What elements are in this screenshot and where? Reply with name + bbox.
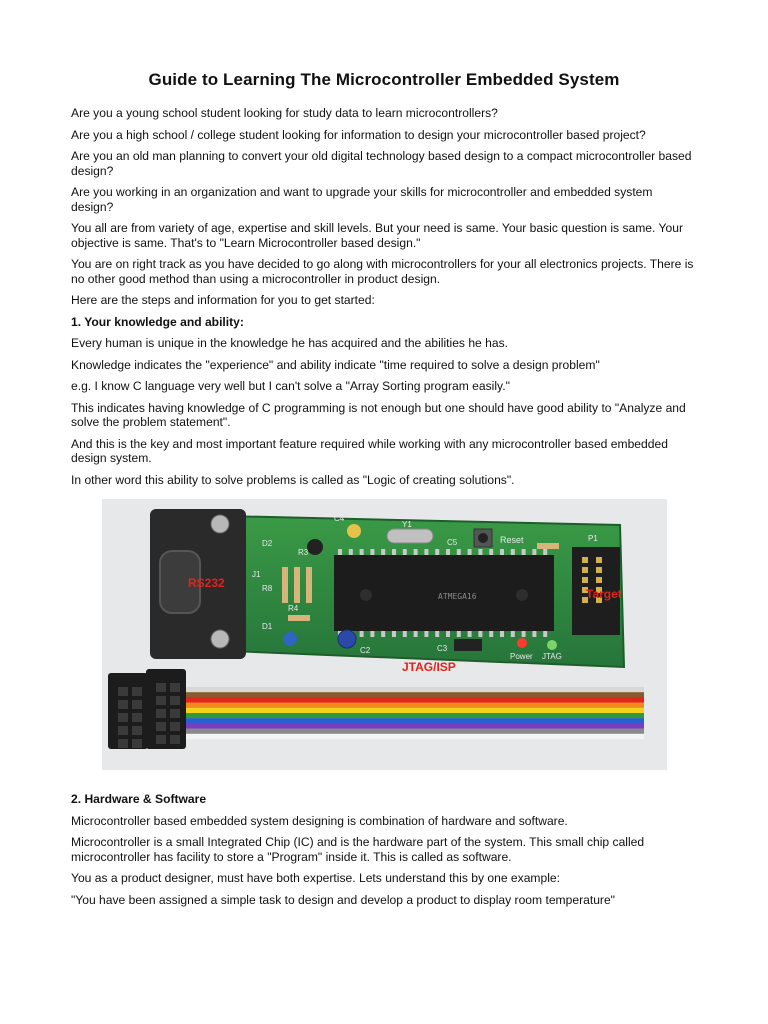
svg-text:C3: C3	[437, 644, 448, 653]
paragraph: Are you an old man planning to convert your old digital technology based design to a compact microcontroller based design?	[71, 149, 692, 178]
target-label: Target	[586, 587, 622, 601]
svg-text:P1: P1	[588, 534, 598, 543]
section-heading: 2. Hardware & Software	[71, 792, 207, 806]
paragraph: In other word this ability to solve problems is called as "Logic of creating solutions".	[71, 472, 515, 487]
svg-text:J1: J1	[252, 570, 261, 579]
microcontroller-board-photo	[102, 499, 667, 770]
svg-text:C2: C2	[360, 646, 371, 655]
paragraph: Knowledge indicates the "experience" and ability indicate "time required to solve a design problem"	[71, 357, 600, 372]
power-led	[517, 638, 527, 648]
svg-text:Power: Power	[510, 652, 533, 661]
svg-text:JTAG: JTAG	[542, 652, 562, 661]
ribbon-connector-left	[108, 673, 148, 749]
svg-text:D2: D2	[262, 539, 273, 548]
paragraph: e.g. I know C language very well but I can't solve a "Array Sorting program easily."	[71, 379, 510, 393]
capacitor-c4	[347, 524, 361, 538]
paragraph: Microcontroller is a small Integrated Chip (IC) and is the hardware part of the system. This small chip called microcontroller has facility to store a "Program" inside it. This is called as software.	[71, 835, 645, 864]
svg-text:R8: R8	[262, 584, 273, 593]
paragraph: "You have been assigned a simple task to design and develop a product to display room temperature"	[71, 892, 615, 907]
paragraph: This indicates having knowledge of C programming is not enough but one should have good ability to "Analyze and solve the problem statement".	[71, 400, 686, 429]
crystal-y1	[387, 529, 433, 543]
paragraph: Here are the steps and information for you to get started:	[71, 293, 375, 307]
jtag-isp-label: JTAG/ISP	[402, 660, 456, 674]
document-title: Guide to Learning The Microcontroller Embedded System	[148, 70, 620, 89]
svg-text:Y1: Y1	[402, 520, 412, 529]
rs232-label: RS232	[188, 576, 225, 590]
jtag-led	[547, 640, 557, 650]
svg-text:D1: D1	[262, 622, 273, 631]
svg-text:C5: C5	[447, 538, 458, 547]
transistor	[307, 539, 323, 555]
paragraph: And this is the key and most important feature required while working with any microcontroller based embedded design system.	[71, 436, 668, 465]
paragraph: Are you a high school / college student looking for information to design your microcontroller based project?	[71, 127, 646, 142]
section-1-body	[71, 106, 697, 494]
chip-marking: ATMEGA16	[438, 592, 477, 601]
paragraph: You as a product designer, must have both expertise. Lets understand this by one example:	[71, 871, 560, 885]
paragraph: You are on right track as you have decided to go along with microcontrollers for your all electronics projects. There is no other good method than using a microcontroller in product design.	[71, 257, 694, 286]
section-2-body	[71, 792, 697, 914]
section-heading: 1. Your knowledge and ability:	[71, 314, 244, 329]
svg-text:R4: R4	[288, 604, 299, 613]
capacitor-blue	[283, 632, 297, 646]
ribbon-cable	[186, 687, 644, 739]
capacitor-electrolytic	[338, 630, 356, 648]
paragraph: You all are from variety of age, expertise and skill levels. But your need is same. Your basic question is same. Your objective is same. That's to "Learn Microcontroller based design."	[71, 221, 683, 250]
svg-text:C4: C4	[334, 514, 345, 523]
paragraph: Every human is unique in the knowledge he has acquired and the abilities he has.	[71, 336, 509, 350]
svg-text:R3: R3	[298, 548, 309, 557]
board-illustration	[102, 499, 667, 770]
paragraph: Are you a young school student looking for study data to learn microcontrollers?	[71, 106, 498, 120]
paragraph: Microcontroller based embedded system designing is combination of hardware and software.	[71, 813, 568, 828]
svg-text:Reset: Reset	[500, 535, 524, 545]
paragraph: Are you working in an organization and want to upgrade your skills for microcontroller and embedded system design?	[71, 185, 653, 214]
